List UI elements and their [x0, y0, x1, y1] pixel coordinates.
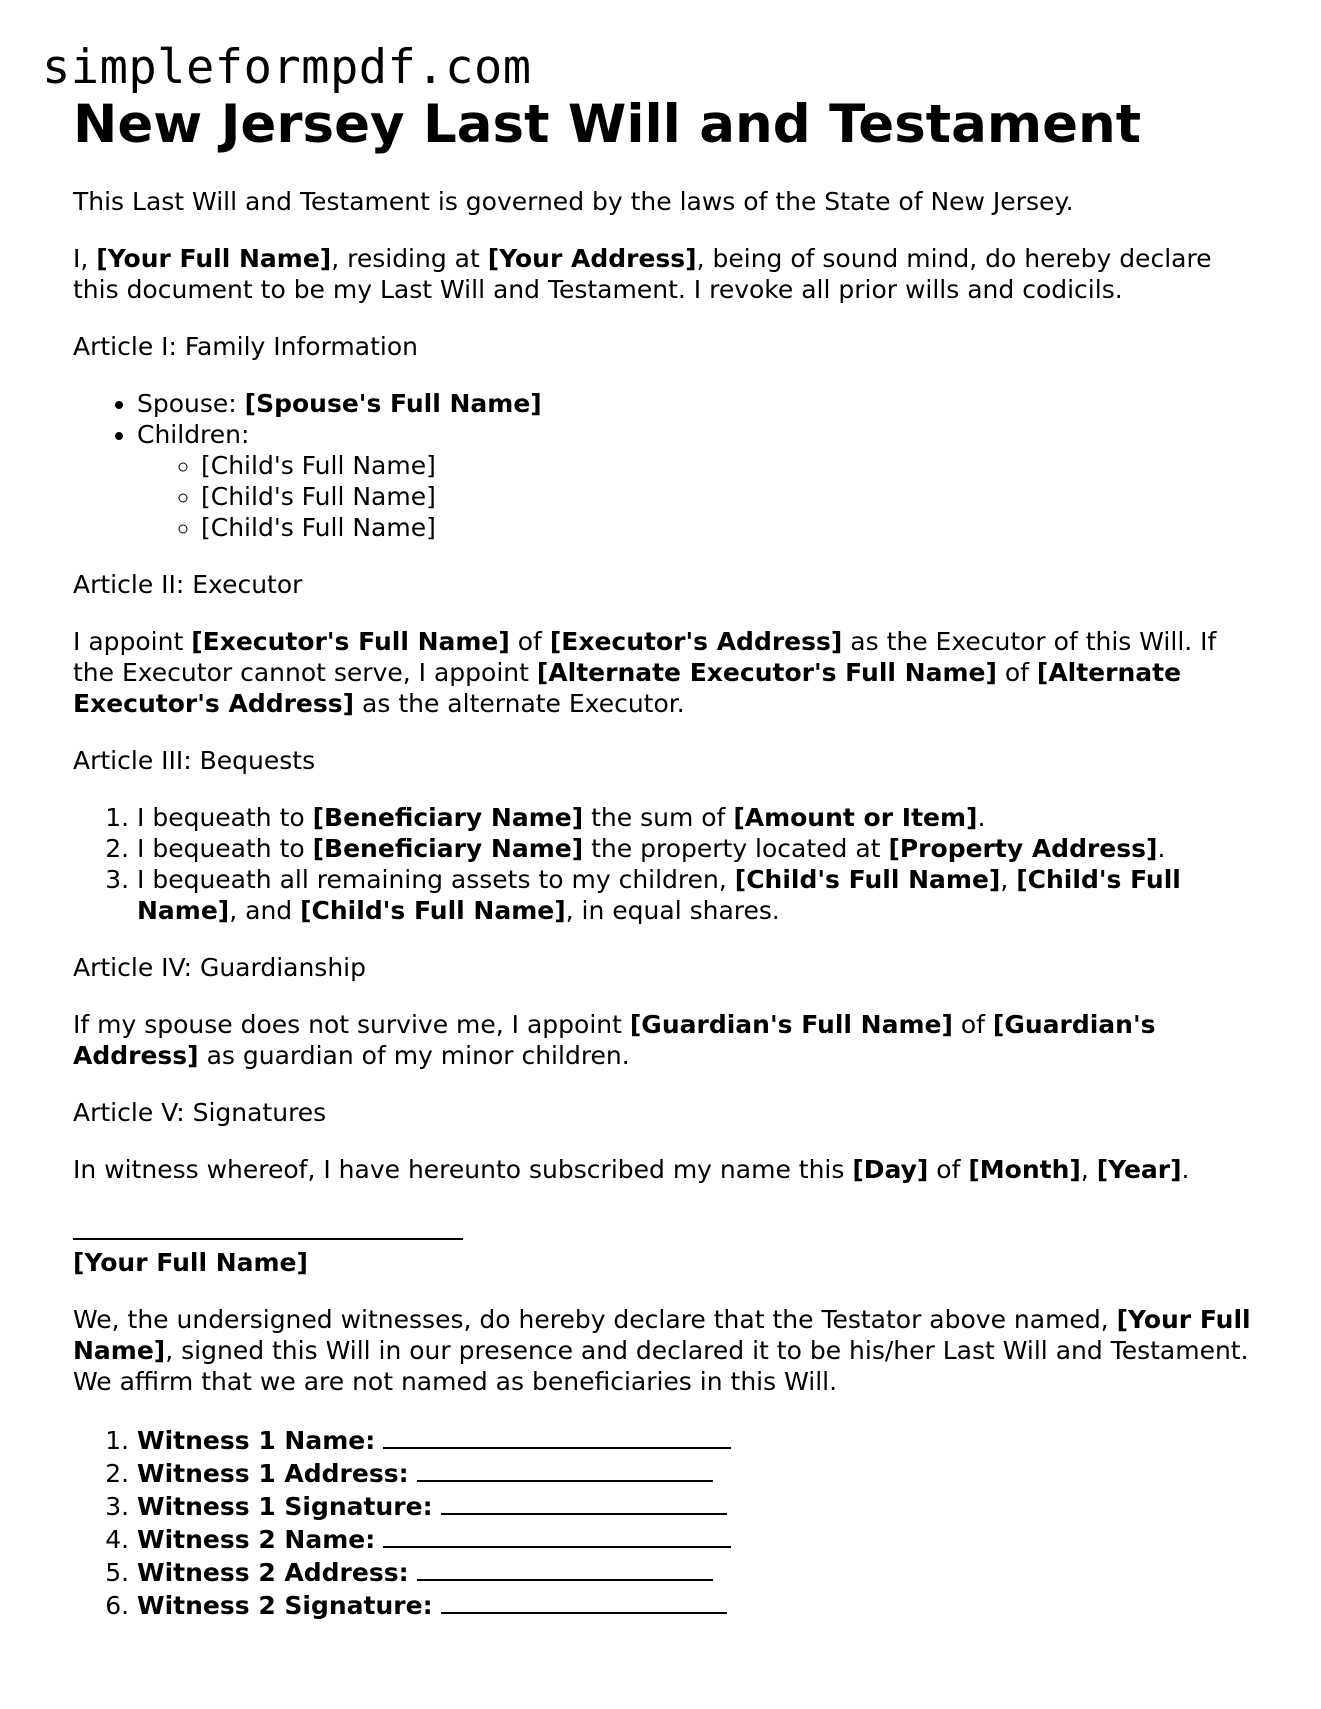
month-placeholder: [Month] — [968, 1155, 1081, 1184]
children-list — [137, 450, 1263, 543]
child-item: ◦ [Child's Full Name] — [201, 481, 1263, 512]
family-list — [73, 388, 1263, 543]
witness-2-name-line[interactable] — [383, 1522, 731, 1548]
alternate-executor-address-placeholder: [Alternate Executor's Address] — [73, 658, 1182, 718]
article-2-heading: Article II: Executor — [73, 570, 303, 599]
year-placeholder: [Year] — [1096, 1155, 1182, 1184]
witness-1-signature-line[interactable] — [441, 1489, 727, 1515]
spouse-item: • Spouse: [Spouse's Full Name] — [137, 388, 1263, 419]
document-title: New Jersey Last Will and Testament — [73, 94, 1142, 155]
declaration-paragraph: I, [Your Full Name], residing at [Your Address], being of sound mind, do hereby declare this document to be my Last Will and Testament. I revoke all prior wills and codicils. — [73, 244, 1212, 304]
witness-1-name-line[interactable] — [383, 1423, 731, 1449]
watermark-site-name: simpleformpdf.com — [42, 40, 532, 95]
witness-field-item — [137, 1588, 1263, 1621]
guardianship-paragraph: If my spouse does not survive me, I appoint [Guardian's Full Name] of [Guardian's Address] as guardian of my minor children. — [73, 1010, 1156, 1070]
witness-field-label: Witness 1 Name: — [137, 1426, 376, 1455]
bequest-item: 2. I bequeath to [Beneficiary Name] the property located at [Property Address]. — [137, 833, 1263, 864]
testator-name-placeholder: [Your Full Name] — [73, 1305, 1251, 1365]
bequest-item: 3. I bequeath all remaining assets to my children, [Child's Full Name], [Child's Full Name], and [Child's Full Name], in equal shares. — [137, 864, 1263, 926]
child-item: ◦ [Child's Full Name] — [201, 512, 1263, 543]
testator-address-placeholder: [Your Address] — [487, 244, 697, 273]
witness-1-address-line[interactable] — [417, 1456, 713, 1482]
witness-field-label: Witness 2 Name: — [137, 1525, 376, 1554]
testator-name-placeholder: [Your Full Name] — [96, 244, 332, 273]
day-placeholder: [Day] — [852, 1155, 929, 1184]
executor-name-placeholder: [Executor's Full Name] — [191, 627, 510, 656]
executor-paragraph: I appoint [Executor's Full Name] of [Executor's Address] as the Executor of this Will. If the Executor cannot serve, I appoint [Alternate Executor's Full Name] of [Alternate Executor's Address] as the alternate Executor. — [73, 627, 1217, 718]
alternate-executor-name-placeholder: [Alternate Executor's Full Name] — [536, 658, 997, 687]
article-4-heading: Article IV: Guardianship — [73, 953, 366, 982]
witness-field-label: Witness 2 Signature: — [137, 1591, 433, 1620]
bequests-list — [73, 802, 1263, 926]
guardian-name-placeholder: [Guardian's Full Name] — [629, 1010, 953, 1039]
witness-statement-paragraph: We, the undersigned witnesses, do hereby declare that the Testator above named, [Your Full Name], signed this Will in our presence and declared it to be his/her Last Will and Testament. We affirm that we are not named as beneficiaries in this Will. — [73, 1305, 1251, 1396]
witness-field-item — [137, 1423, 1263, 1456]
witness-field-label: Witness 1 Address: — [137, 1459, 409, 1488]
will-document — [73, 92, 1263, 1621]
witness-fields-list — [73, 1423, 1263, 1621]
article-5-heading: Article V: Signatures — [73, 1098, 327, 1127]
testator-signature-name: [Your Full Name] — [73, 1248, 308, 1277]
spouse-name-placeholder: [Spouse's Full Name] — [244, 389, 542, 418]
guardian-address-placeholder: [Guardian's Address] — [73, 1010, 1156, 1070]
witness-2-signature-line[interactable] — [441, 1588, 727, 1614]
article-1-heading: Article I: Family Information — [73, 332, 418, 361]
testator-signature-line[interactable] — [73, 1211, 463, 1240]
testator-signature-block — [73, 1211, 1263, 1278]
witness-whereof-paragraph: In witness whereof, I have hereunto subscribed my name this [Day] of [Month], [Year]. — [73, 1155, 1190, 1184]
bequest-item: 1. I bequeath to [Beneficiary Name] the sum of [Amount or Item]. — [137, 802, 1263, 833]
governing-law-paragraph: This Last Will and Testament is governed by the laws of the State of New Jersey. — [73, 187, 1074, 216]
executor-address-placeholder: [Executor's Address] — [549, 627, 843, 656]
witness-field-label: Witness 1 Signature: — [137, 1492, 433, 1521]
article-3-heading: Article III: Bequests — [73, 746, 316, 775]
witness-field-item — [137, 1489, 1263, 1522]
witness-field-label: Witness 2 Address: — [137, 1558, 409, 1587]
witness-field-item — [137, 1555, 1263, 1588]
witness-2-address-line[interactable] — [417, 1555, 713, 1581]
child-item: ◦ [Child's Full Name] — [201, 450, 1263, 481]
children-item: • Children: ◦ [Child's Full Name] ◦ [Child's Full Name] ◦ [Child's Full Name] — [137, 419, 1263, 543]
witness-field-item — [137, 1522, 1263, 1555]
witness-field-item — [137, 1456, 1263, 1489]
